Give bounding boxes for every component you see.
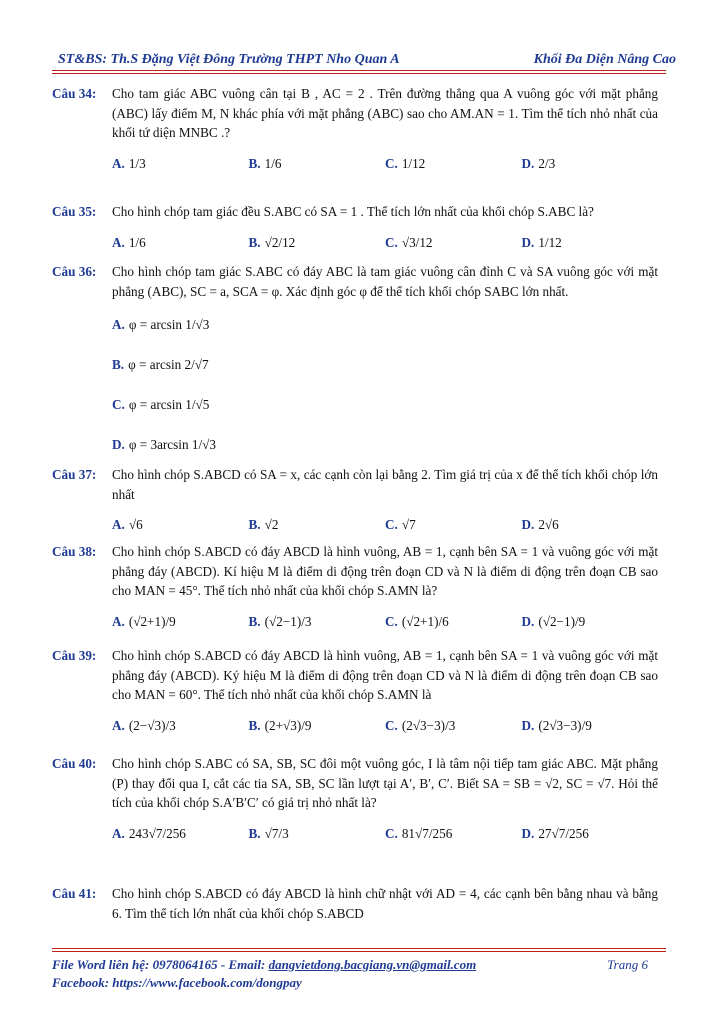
option-label: C.	[385, 234, 398, 250]
header-rule	[52, 70, 666, 71]
question-list	[52, 84, 658, 924]
option-label: A.	[112, 234, 125, 250]
option-label: C.	[385, 717, 398, 733]
question-item	[52, 542, 658, 646]
answer-option-a[interactable]	[112, 612, 249, 632]
option-label: B.	[248, 517, 261, 533]
answer-options	[112, 147, 658, 181]
answer-option-c[interactable]	[385, 515, 522, 535]
answer-options	[112, 709, 658, 743]
option-label: D.	[521, 825, 535, 841]
answer-options	[112, 305, 658, 465]
answer-option-c[interactable]	[385, 612, 522, 632]
option-label: B.	[248, 155, 261, 171]
option-value: φ = arcsin 2/√7	[128, 357, 209, 373]
option-value: 1/6	[264, 155, 282, 171]
option-label: D.	[521, 613, 535, 629]
question-item	[52, 84, 658, 202]
answer-options	[112, 226, 658, 260]
option-label: D.	[521, 234, 535, 250]
option-label: B.	[112, 357, 125, 373]
option-label: A.	[112, 517, 125, 533]
question-text: Cho hình chóp S.ABCD có đáy ABCD là hình chữ nhật với AD = 4, các cạnh bên bằng nhau và bằng 6. Tìm thể tích lớn nhất của khối chóp S.ABCD	[112, 886, 658, 921]
question-number: Câu 37:	[52, 467, 97, 482]
question-text: Cho hình chóp S.ABCD có đáy ABCD là hình vuông, AB = 1, cạnh bên SA = 1 và vuông góc với mặt phẳng đáy (ABCD). Kí hiệu M là điểm di động trên đoạn CD và N là điểm di động trên đoạn CB sao cho MAN = 45°. Thể tích nhỏ nhất của khối chóp S.AMN là?	[112, 544, 658, 598]
answer-option-d[interactable]	[522, 515, 659, 535]
option-label: A.	[112, 155, 125, 171]
question-number: Câu 34:	[52, 86, 97, 101]
answer-option-c[interactable]	[385, 716, 522, 736]
answer-option-c[interactable]	[112, 385, 395, 425]
option-label: D.	[112, 437, 125, 453]
option-value: (2−√3)/3	[128, 717, 176, 733]
option-value: (√2+1)/6	[401, 613, 449, 629]
question-text: Cho hình chóp tam giác đều S.ABC có SA = 1 . Thể tích lớn nhất của khối chóp S.ABC là?	[112, 204, 594, 219]
question-text: Cho hình chóp S.ABC có SA, SB, SC đôi một vuông góc, I là tâm nội tiếp tam giác ABC. Mặt phẳng (P) thay đổi qua I, cắt các tia SA, SB, SC lần lượt tại A′, B′, C′. Biết SA = SB = √2, SC = √7. Hỏi thể tích của khối chóp S.A′B′C′ có giá trị nhỏ nhất là?	[112, 756, 658, 810]
option-label: C.	[112, 397, 125, 413]
answer-options	[112, 817, 658, 851]
answer-option-a[interactable]	[112, 716, 249, 736]
question-item	[52, 754, 658, 884]
footer-email-link[interactable]: dangvietdong.bacgiang.vn@gmail.com	[268, 957, 477, 972]
question-item	[52, 262, 658, 465]
answer-option-d[interactable]	[522, 154, 659, 174]
question-item	[52, 465, 658, 542]
option-label: A.	[112, 825, 125, 841]
option-label: A.	[112, 317, 125, 333]
option-value: 1/12	[538, 234, 562, 250]
option-value: √7/3	[264, 825, 289, 841]
answer-option-c[interactable]	[385, 154, 522, 174]
option-value: 1/6	[128, 234, 146, 250]
question-number: Câu 35:	[52, 204, 97, 219]
answer-option-b[interactable]	[249, 612, 386, 632]
option-value: φ = 3arcsin 1/√3	[128, 437, 216, 453]
option-value: √2	[264, 517, 279, 533]
option-value: (2+√3)/9	[264, 717, 312, 733]
answer-option-d[interactable]	[112, 425, 395, 465]
option-value: √6	[128, 517, 143, 533]
question-text: Cho hình chóp S.ABCD có đáy ABCD là hình vuông, AB = 1, cạnh bên SA = 1 và vuông góc với mặt phẳng đáy (ABCD). Ký hiệu M là điểm di động trên đoạn CD và N là điểm di động trên đoạn CB sao cho MAN = 60°. Thể tích nhỏ nhất của khối chóp S.AMN là	[112, 648, 658, 702]
answer-option-a[interactable]	[112, 154, 249, 174]
option-label: C.	[385, 517, 398, 533]
answer-option-a[interactable]	[112, 305, 395, 345]
option-label: C.	[385, 825, 398, 841]
answer-option-b[interactable]	[249, 154, 386, 174]
option-label: B.	[248, 825, 261, 841]
footer-rule	[52, 948, 666, 949]
option-label: C.	[385, 613, 398, 629]
option-value: φ = arcsin 1/√3	[128, 317, 210, 333]
answer-option-c[interactable]	[385, 233, 522, 253]
option-label: D.	[521, 517, 535, 533]
question-number: Câu 38:	[52, 544, 97, 559]
header-left: ST&BS: Th.S Đặng Việt Đông Trường THPT Nho Quan A	[58, 52, 400, 67]
header-right: Khối Đa Diện Nâng Cao	[533, 52, 676, 67]
option-label: A.	[112, 717, 125, 733]
option-label: B.	[248, 234, 261, 250]
question-number: Câu 40:	[52, 756, 97, 771]
option-value: 1/12	[401, 155, 426, 171]
answer-option-d[interactable]	[522, 612, 659, 632]
footer-facebook[interactable]: Facebook: https://www.facebook.com/dongpay	[52, 975, 302, 990]
answer-option-b[interactable]	[249, 515, 386, 535]
header-rule-2	[52, 73, 666, 74]
question-number: Câu 41:	[52, 886, 97, 901]
option-value: 27√7/256	[538, 825, 589, 841]
option-label: B.	[248, 717, 261, 733]
answer-option-b[interactable]	[249, 824, 386, 844]
question-number: Câu 36:	[52, 264, 97, 279]
question-item	[52, 646, 658, 754]
option-value: 243√7/256	[128, 825, 186, 841]
option-value: √2/12	[264, 234, 296, 250]
option-label: D.	[521, 155, 535, 171]
answer-option-c[interactable]	[385, 824, 522, 844]
answer-option-a[interactable]	[112, 515, 249, 535]
answer-option-a[interactable]	[112, 233, 249, 253]
option-value: (√2−1)/9	[538, 613, 586, 629]
option-value: √3/12	[401, 234, 433, 250]
option-label: A.	[112, 613, 125, 629]
option-value: 2√6	[538, 517, 559, 533]
answer-option-b[interactable]	[112, 345, 395, 385]
answer-option-d[interactable]	[522, 716, 659, 736]
option-value: (2√3−3)/9	[538, 717, 592, 733]
footer-rule-2	[52, 951, 666, 952]
option-value: (√2−1)/3	[264, 613, 312, 629]
option-value: (2√3−3)/3	[401, 717, 456, 733]
answer-option-b[interactable]	[249, 716, 386, 736]
option-label: D.	[521, 717, 535, 733]
option-value: √7	[401, 517, 416, 533]
question-item	[52, 884, 658, 924]
option-value: (√2+1)/9	[128, 613, 176, 629]
option-label: B.	[248, 613, 261, 629]
page-footer	[52, 956, 666, 992]
page-header	[48, 44, 676, 66]
answer-option-b[interactable]	[249, 233, 386, 253]
page-number: Trang 6	[607, 957, 648, 972]
option-label: C.	[385, 155, 398, 171]
answer-option-d[interactable]	[522, 824, 659, 844]
question-text: Cho hình chóp tam giác S.ABC có đáy ABC là tam giác vuông cân đỉnh C và SA vuông góc với mặt phẳng (ABC), SC = a, SCA = φ. Xác định góc φ để thể tích khối chóp SABC lớn nhất.	[112, 264, 658, 299]
footer-contact: File Word liên hệ: 0978064165 - Email:	[52, 957, 269, 972]
answer-option-d[interactable]	[522, 233, 659, 253]
option-value: φ = arcsin 1/√5	[128, 397, 210, 413]
answer-options	[112, 508, 658, 542]
question-text: Cho hình chóp S.ABCD có SA = x, các cạnh còn lại bằng 2. Tìm giá trị của x để thể tích khối chóp lớn nhất	[112, 467, 658, 502]
question-item	[52, 202, 658, 262]
answer-options	[112, 605, 658, 639]
option-value: 2/3	[538, 155, 556, 171]
question-text: Cho tam giác ABC vuông cân tại B , AC = 2 . Trên đường thẳng qua A vuông góc với mặt phẳng (ABC) lấy điểm M, N khác phía với mặt phẳng (ABC) sao cho AM.AN = 1. Tìm thể tích nhỏ nhất của khối tứ diện MNBC .?	[112, 86, 658, 140]
option-value: 1/3	[128, 155, 146, 171]
answer-option-a[interactable]	[112, 824, 249, 844]
question-number: Câu 39:	[52, 648, 97, 663]
option-value: 81√7/256	[401, 825, 453, 841]
